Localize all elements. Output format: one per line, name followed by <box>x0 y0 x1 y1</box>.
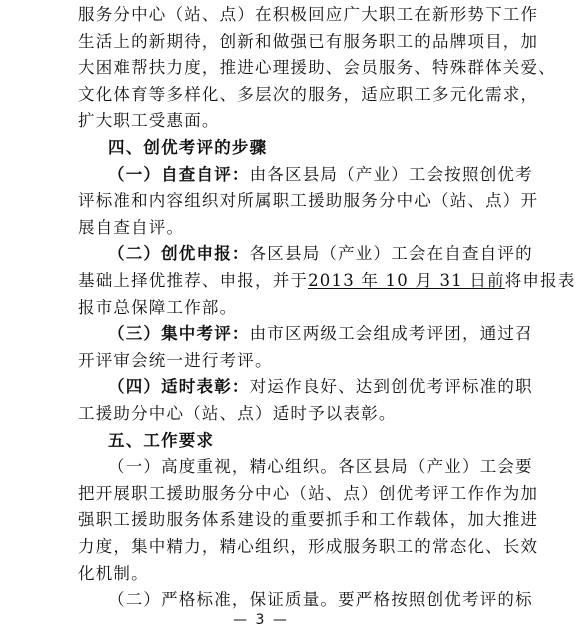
body-text-line: 报市总保障工作部。 <box>78 297 238 317</box>
page-number: — 3 — <box>233 612 289 628</box>
body-text-line: 展自查自评。 <box>78 217 185 237</box>
body-text-line: 工援助分中心（站、点）适时予以表彰。 <box>78 404 397 423</box>
body-text-line: （四）适时表彰：对运作良好、达到创优考评标准的职 <box>108 377 533 397</box>
body-text-line: 大困难帮扶力度，推进心理援助、会员服务、特殊群体关爱、 <box>78 58 556 78</box>
deadline-date: 2013 年 10 月 31 日前 <box>308 271 505 290</box>
body-text-line: （三）集中考评：由市区两级工会组成考评团，通过召 <box>108 324 533 344</box>
section-heading-4: 四、创优考评的步骤 <box>108 138 268 157</box>
body-text-line: 开评审会统一进行考评。 <box>78 350 273 370</box>
body-text-line: （一）自查自评：由各区县局（产业）工会按照创优考 <box>108 164 533 184</box>
body-text-line: （二）严格标准，保证质量。要严格按照创优考评的标 <box>108 590 533 610</box>
body-text-line: 把开展职工援助服务分中心（站、点）创优考评工作作为加 <box>78 483 539 503</box>
body-text-line: （一）高度重视，精心组织。各区县局（产业）工会要 <box>108 457 533 477</box>
body-text-line: 力度，集中精力，精心组织，形成服务职工的常态化、长效 <box>78 537 539 556</box>
body-text-line: 生活上的新期待，创新和做强已有服务职工的品牌项目，加 <box>78 31 539 51</box>
body-text-line: 扩大职工受惠面。 <box>78 111 220 131</box>
body-text-line: 服务分中心（站、点）在积极回应广大职工在新形势下工作 <box>78 5 539 24</box>
body-text-line: 化机制。 <box>78 563 149 583</box>
body-text-line: 评标准和内容组织对所属职工援助服务分中心（站、点）开 <box>78 191 539 211</box>
body-text-line: 强职工援助服务体系建设的重要抓手和工作载体，加大推进 <box>78 510 539 530</box>
body-text-line: 文化体育等多样化、多层次的服务，适应职工多元化需求， <box>78 84 539 104</box>
section-heading-5: 五、工作要求 <box>108 430 215 450</box>
body-text-line: （二）创优申报：各区县局（产业）工会在自查自评的 <box>108 244 533 264</box>
body-text-line: 基础上择优推荐、申报，并于2013 年 10 月 31 日前将申报表 <box>78 271 576 290</box>
